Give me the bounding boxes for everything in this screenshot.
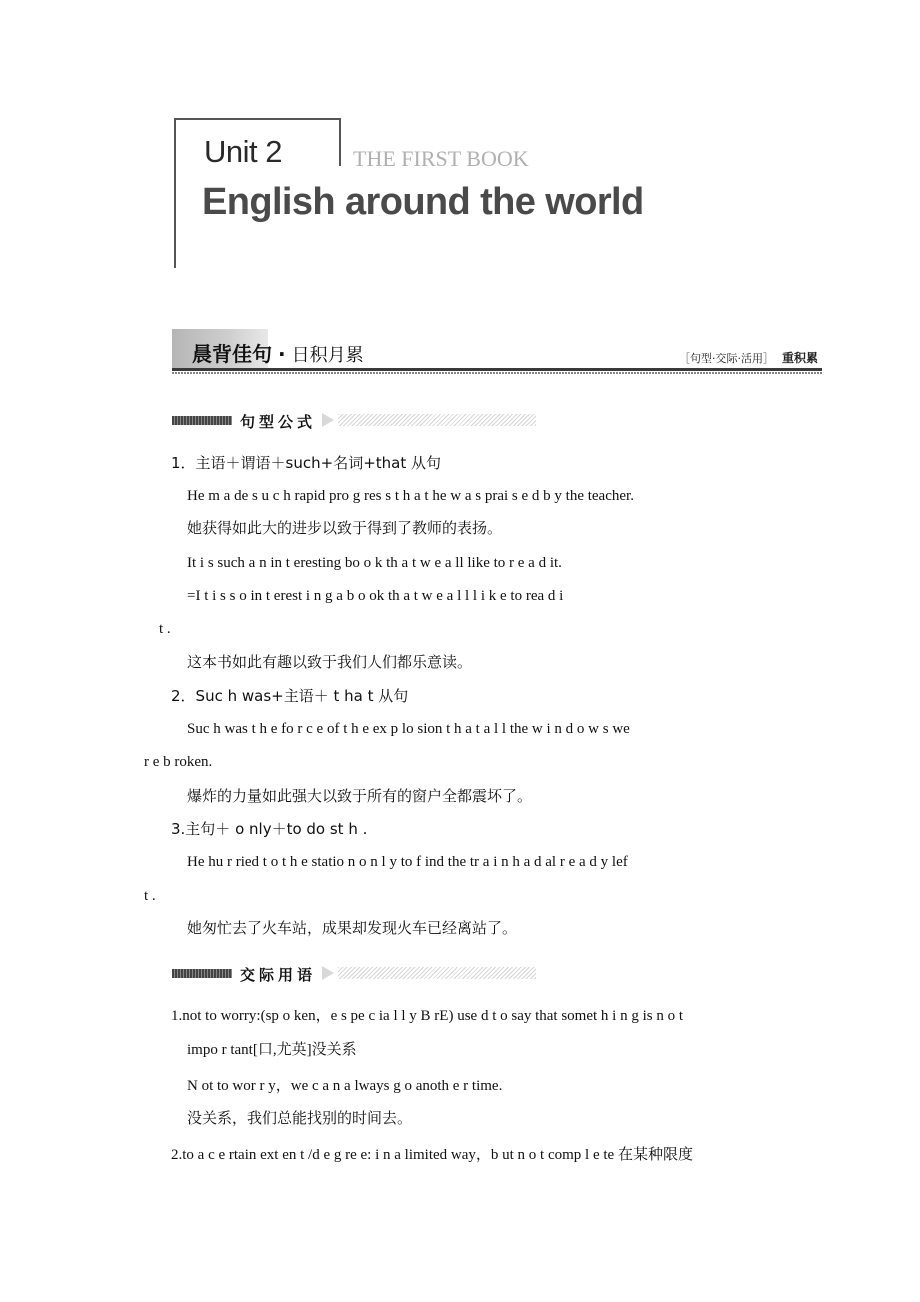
section-tail	[338, 414, 536, 426]
section-header-patterns	[172, 411, 537, 429]
section-bar	[172, 969, 232, 978]
example-sentence: He hu r ried t o t h e statio n o n l y to f ind the tr a i n h a d al r e a d y lef	[187, 854, 628, 870]
example-sentence: =I t i s s o in t erest i n g a b o ok th a t w e a l l l i k e to rea d i	[187, 588, 564, 604]
phrase-definition-continuation: impo r tant[口,尤英]没关系	[187, 1042, 357, 1058]
arrow-right-icon	[322, 966, 334, 980]
example-sentence: It i s such a n in t eresting bo o k th a t w e a ll like to r e a d it.	[187, 555, 562, 571]
banner-rule	[172, 368, 822, 371]
example-sentence-continuation: t .	[144, 888, 156, 904]
example-sentence-continuation: r e b roken.	[144, 754, 213, 770]
title-frame-right	[339, 118, 341, 166]
banner-tag-bold: 重积累	[781, 351, 818, 365]
phrase-definition: 1.not to worry:(sp o ken，e s pe c ia l l y B rE) use d t o say that somet h i n g is n o t	[171, 1008, 684, 1024]
pattern-heading: 3.主句＋ o nly＋to do st h .	[171, 820, 368, 838]
example-sentence: He m a de s u c h rapid pro g res s t h a t he w a s prai s e d b y the teacher.	[187, 488, 634, 504]
unit-label: Unit 2	[204, 134, 282, 169]
example-translation: 她匆忙去了火车站，成果却发现火车已经离站了。	[187, 919, 518, 937]
section-tail	[338, 967, 536, 979]
banner-sub-text: 日积月累	[291, 345, 364, 366]
example-sentence: Suc h was t h e fo r c e of t h e ex p lo sion t h a t a l l the w i n d o w s we	[187, 721, 630, 737]
banner-tag-text: ［句型·交际·活用］	[678, 352, 774, 365]
unit-title: English around the world	[202, 181, 644, 223]
example-translation: 没关系，我们总能找别的时间去。	[187, 1109, 413, 1127]
banner-right-tag	[679, 349, 818, 366]
title-frame-left	[174, 118, 176, 268]
section-label: 句型公式	[240, 413, 317, 431]
pattern-heading: 2．Suc h was+主语＋ t ha t 从句	[171, 687, 409, 705]
example-sentence-continuation: t .	[159, 621, 171, 637]
pattern-heading: 1．主语＋谓语＋such+名词+that 从句	[171, 454, 441, 472]
title-frame-top	[174, 118, 340, 120]
section-label: 交际用语	[240, 966, 317, 984]
section-bar	[172, 416, 232, 425]
banner-main-text: 晨背佳句	[192, 342, 272, 366]
example-translation: 她获得如此大的进步以致于得到了教师的表扬。	[187, 519, 503, 537]
example-sentence: N ot to wor r y，we c a n a lways g o anoth e r time.	[187, 1078, 503, 1094]
section-header-communication	[172, 964, 537, 982]
banner-title	[192, 338, 364, 367]
banner-dot: ·	[278, 342, 286, 366]
arrow-right-icon	[322, 413, 334, 427]
series-label: THE FIRST BOOK	[353, 146, 529, 171]
example-translation: 爆炸的力量如此强大以致于所有的窗户全都震坏了。	[187, 787, 533, 805]
section-banner	[172, 329, 822, 375]
banner-rule-dotted	[172, 372, 822, 374]
phrase-definition: 2.to a c e rtain ext en t /d e g re e: i n a limited way，b ut n o t comp l e te 在某种限度	[171, 1147, 693, 1163]
example-translation: 这本书如此有趣以致于我们人们都乐意读。	[187, 653, 473, 671]
